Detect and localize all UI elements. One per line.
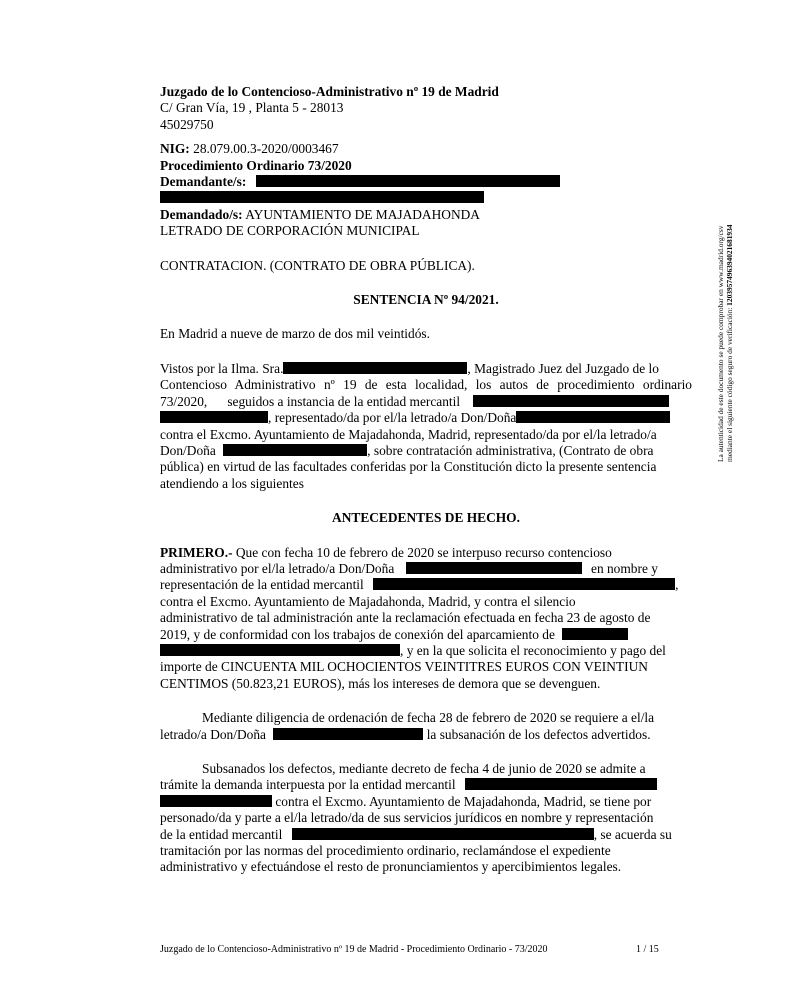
verification-code: 1203957496394021681934 bbox=[725, 224, 735, 306]
sentence-title: SENTENCIA Nº 94/2021. bbox=[353, 292, 499, 308]
case-matter: CONTRATACION. (CONTRATO DE OBRA PÚBLICA). bbox=[160, 257, 475, 273]
redaction-block bbox=[160, 795, 272, 807]
redaction-block bbox=[283, 362, 467, 374]
verification-line-2: mediante el siguiente código seguro de verificación: 1203957496394021681934 bbox=[725, 224, 735, 462]
court-address: C/ Gran Vía, 19 , Planta 5 - 28013 bbox=[160, 100, 344, 116]
redaction-block bbox=[256, 175, 560, 187]
nig-value: 28.079.00.3-2020/0003467 bbox=[193, 141, 339, 157]
redaction-block bbox=[223, 444, 367, 456]
defendant-label: Demandado/s: bbox=[160, 206, 243, 222]
redaction-block bbox=[273, 728, 423, 740]
court-name: Juzgado de lo Contencioso-Administrativo nº 19 de Madrid bbox=[160, 84, 499, 99]
primero-paragraph: PRIMERO.- Que con fecha 10 de febrero de 2020 se interpuso recurso contencioso administrativo por el/la letrado/a Don/Doña en nombre y representación de la entidad mercantil , contra el Excmo. Ayuntamiento de Majadahonda, Madrid, y contra el silencio administrativo de tal administración ante la reclamación efectuada en fecha 23 de agosto de 2019, y de conformidad con los trabajos de conexión del aparcamiento de , y en la que solicita el reconocimiento y pago del importe de CINCUENTA MIL OCHOCIENTOS VEINTITRES EUROS CON VEINTIUN CENTIMOS (50.823,21 EUROS), más los intereses de demora que se devenguen. bbox=[160, 544, 679, 691]
diligencia-paragraph: Mediante diligencia de ordenación de fecha 28 de febrero de 2020 se requiere a el/la letrado/a Don/Doña la subsanación de los defectos advertidos. bbox=[160, 710, 655, 742]
verification-sidebar bbox=[716, 162, 734, 462]
place-date: En Madrid a nueve de marzo de dos mil veintidós. bbox=[160, 326, 430, 342]
defendant-value: AYUNTAMIENTO DE MAJADAHONDA bbox=[245, 206, 480, 222]
redaction-block bbox=[292, 828, 594, 840]
plaintiff-line bbox=[160, 174, 692, 190]
nig-label: NIG: bbox=[160, 141, 190, 157]
court-code: 45029750 bbox=[160, 116, 214, 132]
redaction-block bbox=[562, 628, 628, 640]
page-footer bbox=[160, 944, 660, 955]
redaction-block bbox=[373, 578, 675, 590]
antecedentes-title: ANTECEDENTES DE HECHO. bbox=[332, 510, 520, 526]
plaintiff-label: Demandante/s: bbox=[160, 174, 247, 190]
subsanados-paragraph: Subsanados los defectos, mediante decreto de fecha 4 de junio de 2020 se admite a trámite la demanda interpuesta por la entidad mercantil contra el Excmo. Ayuntamiento de Majadahonda, Madrid, se tiene por personado/da y parte a el/la letrado/da de sus servicios jurídicos en nombre y representación de la entidad mercantil , se acuerda su tramitación por las normas del procedimiento ordinario, reclamándose el expediente administrativo y efectuándose el resto de pronunciamientos y apercibimientos legales. bbox=[160, 761, 672, 875]
redaction-block bbox=[160, 411, 268, 423]
procedure-number: Procedimiento Ordinario 73/2020 bbox=[160, 157, 352, 173]
redaction-block bbox=[160, 191, 484, 203]
verification-line-1: La autenticidad de este documento se puede comprobar en www.madrid.org/csv bbox=[716, 225, 725, 462]
document-page bbox=[160, 84, 692, 876]
redaction-block bbox=[473, 395, 669, 407]
redaction-block bbox=[465, 778, 657, 790]
footer-text: Juzgado de lo Contencioso-Administrativo nº 19 de Madrid - Procedimiento Ordinario - 73/2020 bbox=[160, 944, 548, 955]
primero-label: PRIMERO.- bbox=[160, 544, 233, 560]
defendant-line bbox=[160, 207, 692, 223]
intro-paragraph: Vistos por la Ilma. Sra. , Magistrado Juez del Juzgado de lo Contencioso Administrativo nº 19 de esta localidad, los autos de procedimiento ordinario 73/2020, seguidos a instancia de la entidad mercantil , representado/da por el/la letrado/a Don/Doña contra el Excmo. Ayuntamiento de Majadahonda, Madrid, representado/da por el/la letrado/a Don/Doña , sobre contratación administrativa, (Contrato de obra pública) en virtud de las facultades conferidas por la Constitución dicto la presente sentencia atendiendo a los siguientes bbox=[160, 360, 692, 491]
page-number: 1 / 15 bbox=[636, 944, 659, 955]
redaction-block bbox=[516, 411, 670, 423]
defendant-lawyer: LETRADO DE CORPORACIÓN MUNICIPAL bbox=[160, 223, 420, 239]
redaction-block bbox=[406, 562, 582, 574]
redaction-block bbox=[160, 644, 400, 656]
nig-line bbox=[160, 141, 692, 157]
